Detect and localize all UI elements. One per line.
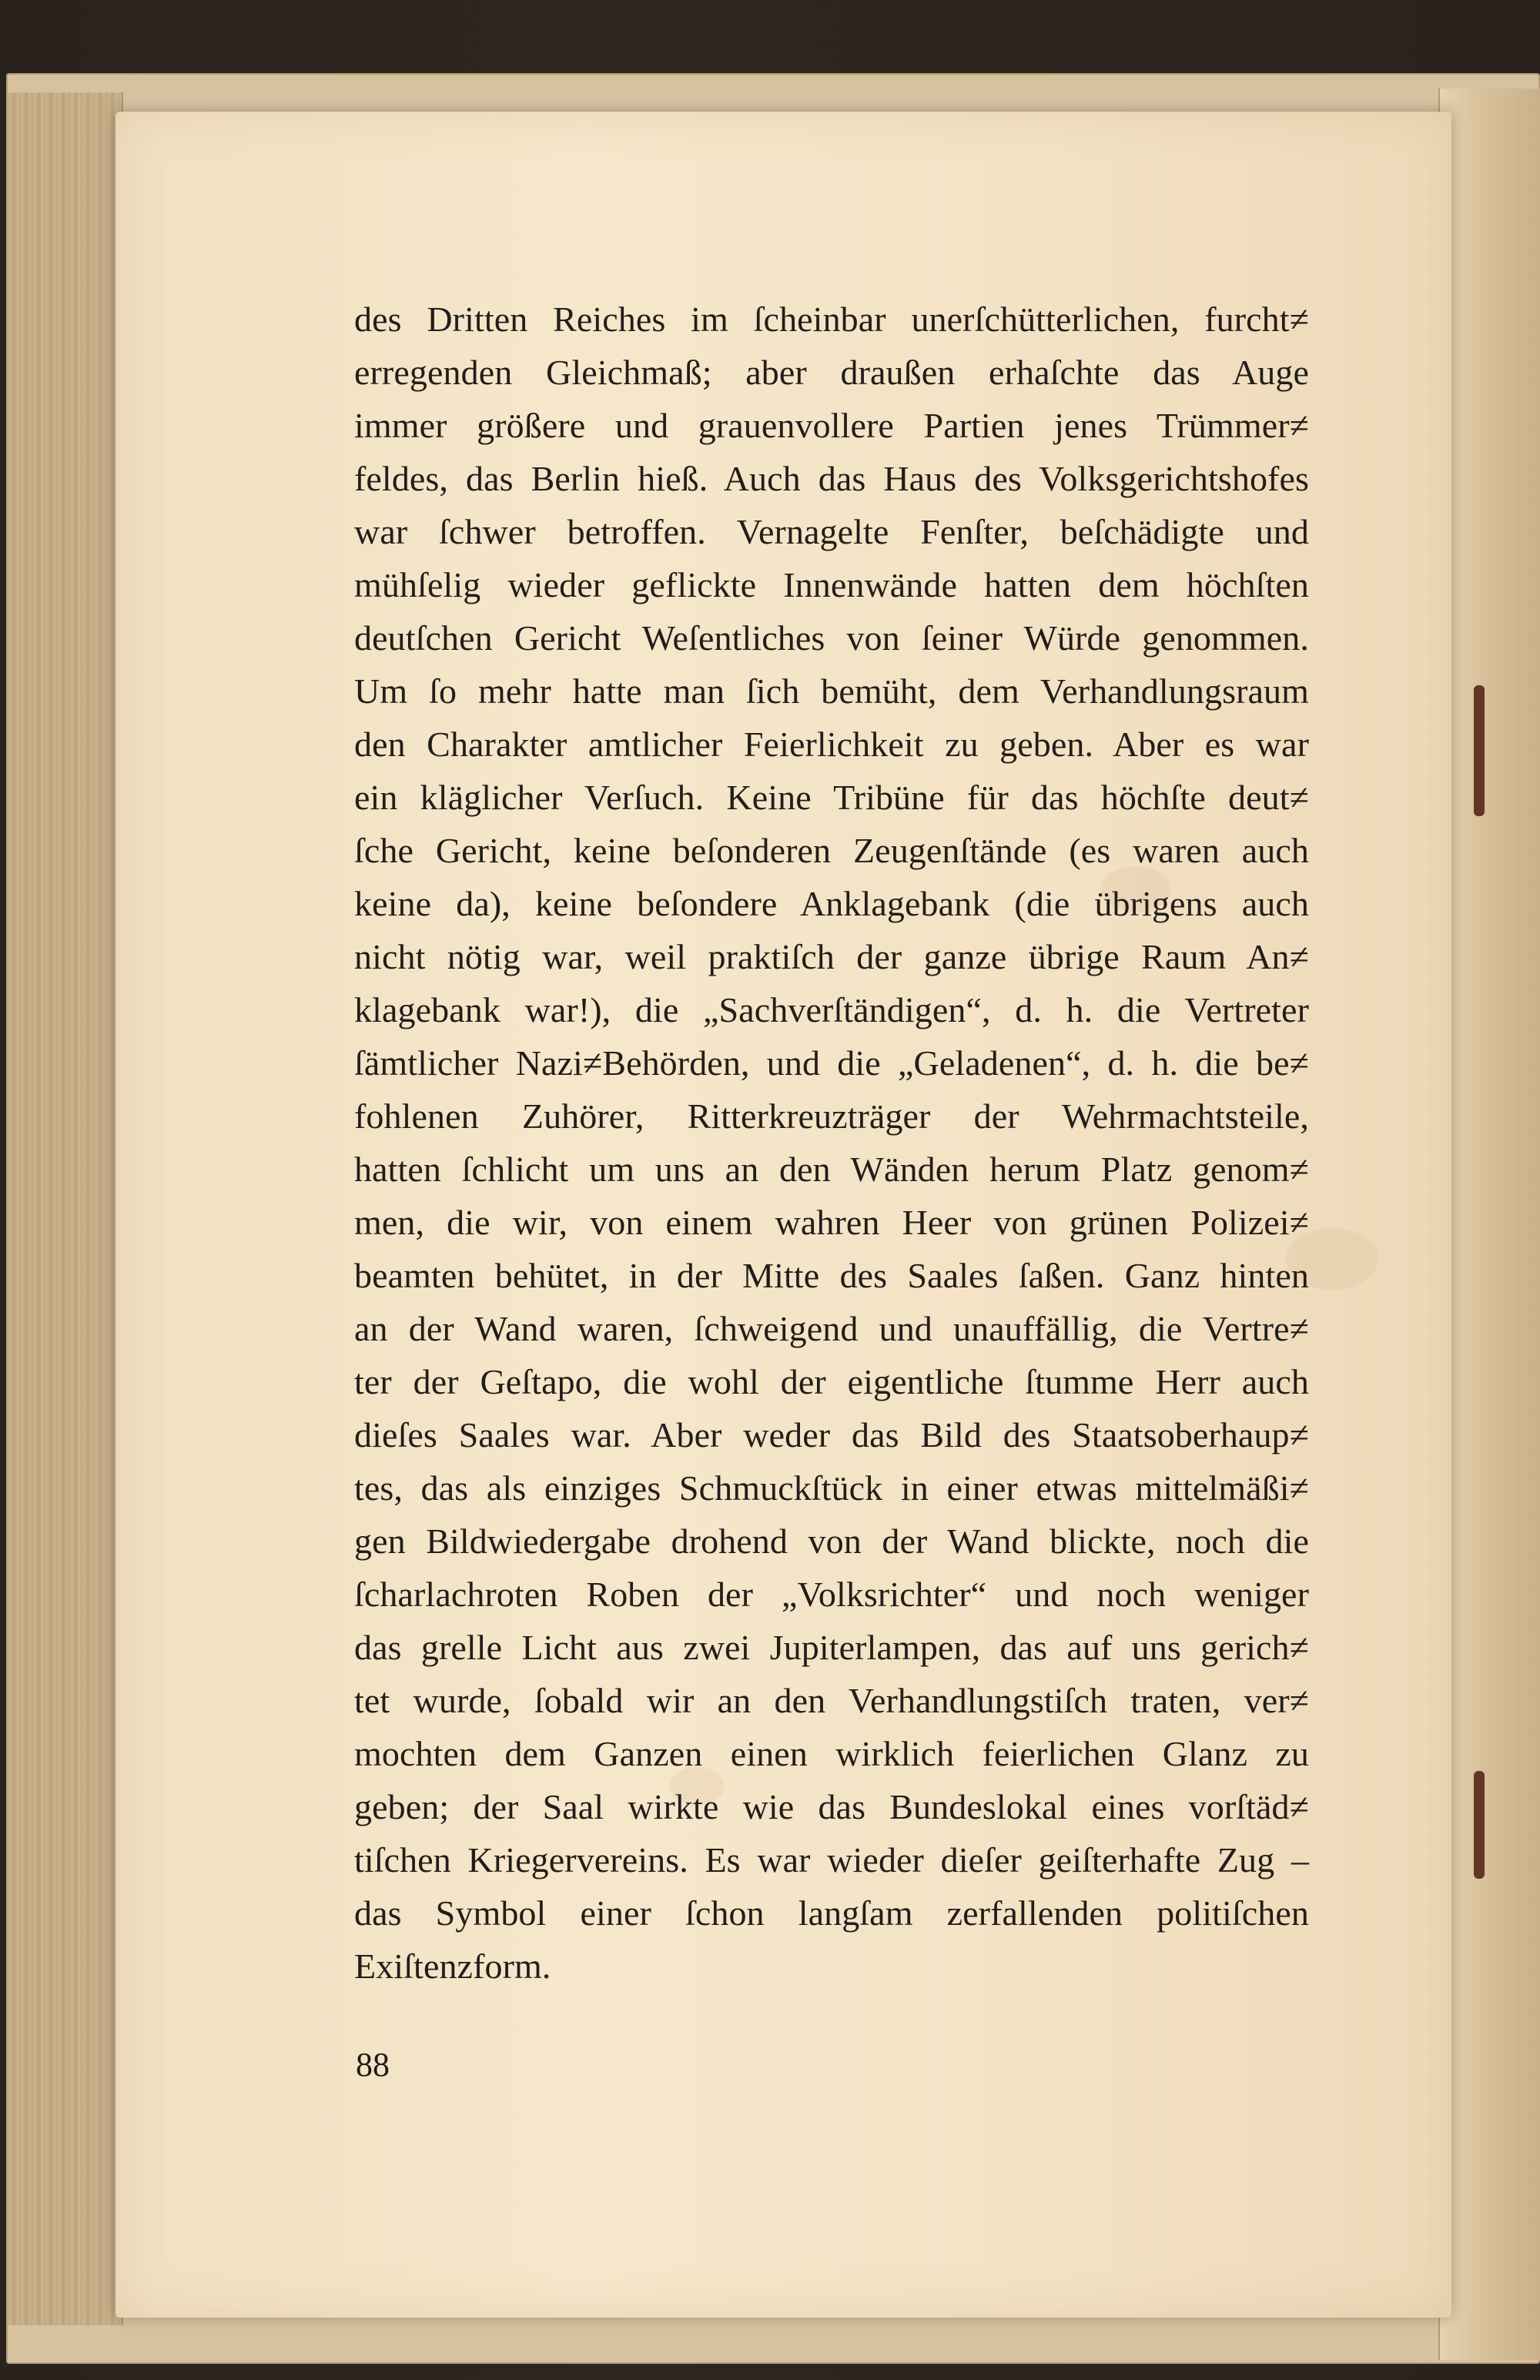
binding-mark-top — [1474, 685, 1485, 816]
text-line: ſcharlachroten Roben der „Volksrichter“ und noch weniger — [354, 1575, 1309, 1614]
text-line: Um ſo mehr hatte man ſich bemüht, dem Verhandlungsraum — [354, 671, 1309, 711]
right-page-edge — [1438, 89, 1540, 2360]
text-line: ein kläglicher Verſuch. Keine Tribüne für das höchſte deut≠ — [354, 778, 1309, 817]
text-line: erregenden Gleichmaß; aber draußen erhaſchte das Auge — [354, 353, 1309, 392]
text-line: fohlenen Zuhörer, Ritterkreuzträger der Wehrmachtsteile, — [354, 1096, 1309, 1136]
text-line: feldes, das Berlin hieß. Auch das Haus des Volksgerichtshofes — [354, 459, 1309, 498]
text-line: gen Bildwiedergabe drohend von der Wand blickte, noch die — [354, 1521, 1309, 1561]
text-line: deutſchen Gericht Weſentliches von ſeiner Würde genommen. — [354, 618, 1309, 658]
text-line: immer größere und grauenvollere Partien jenes Trümmer≠ — [354, 406, 1309, 445]
text-line: Exiſtenzform. — [354, 1947, 551, 1986]
text-line: keine da), keine beſondere Anklagebank (die übrigens auch — [354, 884, 1309, 923]
text-line: an der Wand waren, ſchweigend und unauffällig, die Vertre≠ — [354, 1309, 1309, 1348]
text-line: tet wurde, ſobald wir an den Verhandlungstiſch traten, ver≠ — [354, 1681, 1309, 1720]
text-line: den Charakter amtlicher Feierlichkeit zu geben. Aber es war — [354, 725, 1309, 764]
text-line: men, die wir, von einem wahren Heer von grünen Polizei≠ — [354, 1203, 1309, 1242]
binding-mark-bottom — [1474, 1771, 1485, 1879]
text-line: hatten ſchlicht um uns an den Wänden herum Platz genom≠ — [354, 1150, 1309, 1189]
text-line: tes, das als einziges Schmuckſtück in einer etwas mittelmäßi≠ — [354, 1468, 1309, 1508]
text-line: klagebank war!), die „Sachverſtändigen“, d. h. die Vertreter — [354, 990, 1309, 1029]
left-page-edges — [6, 92, 123, 2325]
text-line: nicht nötig war, weil praktiſch der ganze übrige Raum An≠ — [354, 937, 1309, 976]
text-line: das grelle Licht aus zwei Jupiterlampen, das auf uns gerich≠ — [354, 1628, 1309, 1667]
text-line: mühſelig wieder geflickte Innenwände hatten dem höchſten — [354, 565, 1309, 604]
text-line: ter der Geſtapo, die wohl der eigentliche ſtumme Herr auch — [354, 1362, 1309, 1401]
page-text — [354, 293, 1309, 1993]
text-line: ſche Gericht, keine beſonderen Zeugenſtände (es waren auch — [354, 831, 1309, 870]
text-line: beamten behütet, in der Mitte des Saales ſaßen. Ganz hinten — [354, 1256, 1309, 1295]
text-line: mochten dem Ganzen einen wirklich feierlichen Glanz zu — [354, 1734, 1309, 1773]
text-line: tiſchen Kriegervereins. Es war wieder dieſer geiſterhafte Zug – — [354, 1840, 1309, 1880]
text-line: dieſes Saales war. Aber weder das Bild des Staatsoberhaup≠ — [354, 1415, 1309, 1454]
text-line: des Dritten Reiches im ſcheinbar unerſchütterlichen, furcht≠ — [354, 300, 1309, 339]
text-line: das Symbol einer ſchon langſam zerfallenden politiſchen — [354, 1893, 1309, 1933]
page-number: 88 — [356, 2046, 390, 2084]
text-line: war ſchwer betroffen. Vernagelte Fenſter, beſchädigte und — [354, 512, 1309, 551]
text-line: geben; der Saal wirkte wie das Bundeslokal eines vorſtäd≠ — [354, 1787, 1309, 1826]
text-line: ſämtlicher Nazi≠Behörden, und die „Geladenen“, d. h. die be≠ — [354, 1043, 1309, 1083]
